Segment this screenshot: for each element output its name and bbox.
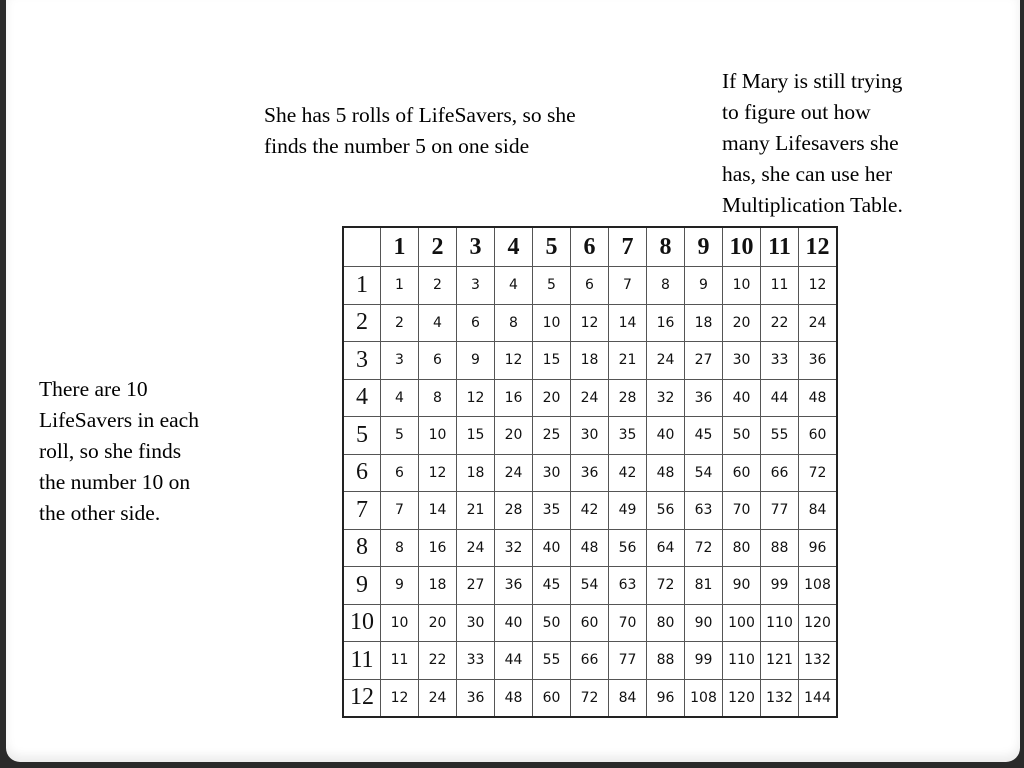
table-cell: 5 [533, 267, 571, 305]
table-cell: 4 [381, 379, 419, 417]
table-cell: 72 [647, 567, 685, 605]
slide [6, 0, 1020, 762]
table-cell: 20 [495, 417, 533, 455]
table-cell: 110 [723, 642, 761, 680]
table-row [343, 642, 837, 680]
table-cell: 60 [799, 417, 838, 455]
table-cell: 6 [381, 454, 419, 492]
table-cell: 22 [761, 304, 799, 342]
table-row [343, 679, 837, 717]
table-cell: 63 [609, 567, 647, 605]
row-header: 2 [343, 304, 381, 342]
table-cell: 99 [685, 642, 723, 680]
table-cell: 9 [381, 567, 419, 605]
table-cell: 66 [571, 642, 609, 680]
table-cell: 1 [381, 267, 419, 305]
table-cell: 40 [647, 417, 685, 455]
table-cell: 24 [571, 379, 609, 417]
table-cell: 10 [381, 604, 419, 642]
table-row [343, 267, 837, 305]
table-cell: 70 [609, 604, 647, 642]
table-cell: 32 [495, 529, 533, 567]
table-cell: 4 [419, 304, 457, 342]
table-row [343, 604, 837, 642]
table-cell: 10 [533, 304, 571, 342]
table-cell: 60 [723, 454, 761, 492]
table-cell: 27 [685, 342, 723, 380]
table-cell: 30 [533, 454, 571, 492]
table-cell: 15 [533, 342, 571, 380]
table-cell: 30 [457, 604, 495, 642]
table-cell: 15 [457, 417, 495, 455]
table-cell: 50 [723, 417, 761, 455]
table-cell: 60 [571, 604, 609, 642]
table-row [343, 342, 837, 380]
row-header: 1 [343, 267, 381, 305]
table-row [343, 567, 837, 605]
table-cell: 30 [723, 342, 761, 380]
table-cell: 60 [533, 679, 571, 717]
table-cell: 99 [761, 567, 799, 605]
table-cell: 132 [799, 642, 838, 680]
table-cell: 8 [647, 267, 685, 305]
table-cell: 4 [495, 267, 533, 305]
table-cell: 20 [419, 604, 457, 642]
table-cell: 55 [533, 642, 571, 680]
column-header: 3 [457, 227, 495, 267]
table-cell: 11 [761, 267, 799, 305]
row-header: 6 [343, 454, 381, 492]
table-header-row [343, 227, 837, 267]
table-cell: 5 [381, 417, 419, 455]
table-cell: 16 [647, 304, 685, 342]
table-cell: 80 [723, 529, 761, 567]
note-five-rolls: She has 5 rolls of LifeSavers, so she finds the number 5 on one side [264, 103, 576, 158]
table-cell: 18 [571, 342, 609, 380]
table-cell: 18 [419, 567, 457, 605]
table-cell: 90 [723, 567, 761, 605]
row-header: 12 [343, 679, 381, 717]
table-cell: 90 [685, 604, 723, 642]
table-cell: 77 [609, 642, 647, 680]
row-header: 9 [343, 567, 381, 605]
multiplication-table [342, 226, 838, 718]
table-cell: 121 [761, 642, 799, 680]
table-cell: 22 [419, 642, 457, 680]
table-cell: 108 [685, 679, 723, 717]
row-header: 4 [343, 379, 381, 417]
table-cell: 84 [799, 492, 838, 530]
table-cell: 120 [799, 604, 838, 642]
table-cell: 21 [457, 492, 495, 530]
table-cell: 72 [799, 454, 838, 492]
table-cell: 54 [571, 567, 609, 605]
table-cell: 30 [571, 417, 609, 455]
table-cell: 40 [723, 379, 761, 417]
table-cell: 36 [685, 379, 723, 417]
table-row [343, 492, 837, 530]
table-cell: 8 [381, 529, 419, 567]
table-cell: 48 [799, 379, 838, 417]
table-cell: 9 [685, 267, 723, 305]
table-cell: 80 [647, 604, 685, 642]
table-cell: 48 [571, 529, 609, 567]
table-cell: 54 [685, 454, 723, 492]
table-cell: 42 [571, 492, 609, 530]
table-cell: 144 [799, 679, 838, 717]
row-header: 5 [343, 417, 381, 455]
table-cell: 96 [647, 679, 685, 717]
table-cell: 9 [457, 342, 495, 380]
table-corner-cell [343, 227, 381, 267]
table-cell: 20 [533, 379, 571, 417]
table-cell: 3 [457, 267, 495, 305]
column-header: 12 [799, 227, 838, 267]
table-cell: 40 [495, 604, 533, 642]
table-cell: 50 [533, 604, 571, 642]
table-cell: 56 [647, 492, 685, 530]
table-cell: 36 [495, 567, 533, 605]
row-header: 10 [343, 604, 381, 642]
table-cell: 48 [647, 454, 685, 492]
table-cell: 108 [799, 567, 838, 605]
table-cell: 12 [495, 342, 533, 380]
table-cell: 35 [609, 417, 647, 455]
table-cell: 84 [609, 679, 647, 717]
table-cell: 8 [495, 304, 533, 342]
table-cell: 16 [495, 379, 533, 417]
table-cell: 48 [495, 679, 533, 717]
table-cell: 33 [761, 342, 799, 380]
table-cell: 36 [799, 342, 838, 380]
column-header: 5 [533, 227, 571, 267]
table-cell: 6 [571, 267, 609, 305]
table-cell: 2 [381, 304, 419, 342]
table-cell: 72 [571, 679, 609, 717]
table-cell: 66 [761, 454, 799, 492]
table-cell: 20 [723, 304, 761, 342]
column-header: 11 [761, 227, 799, 267]
table-row [343, 417, 837, 455]
table-cell: 81 [685, 567, 723, 605]
table-cell: 14 [609, 304, 647, 342]
table-cell: 14 [419, 492, 457, 530]
table-cell: 96 [799, 529, 838, 567]
table-cell: 70 [723, 492, 761, 530]
column-header: 1 [381, 227, 419, 267]
row-header: 3 [343, 342, 381, 380]
table-cell: 3 [381, 342, 419, 380]
column-header: 7 [609, 227, 647, 267]
column-header: 6 [571, 227, 609, 267]
table-cell: 24 [419, 679, 457, 717]
table-cell: 132 [761, 679, 799, 717]
table-cell: 72 [685, 529, 723, 567]
table-cell: 110 [761, 604, 799, 642]
table-cell: 100 [723, 604, 761, 642]
table-cell: 55 [761, 417, 799, 455]
table-cell: 12 [799, 267, 838, 305]
table-cell: 40 [533, 529, 571, 567]
table-cell: 7 [381, 492, 419, 530]
table-cell: 18 [457, 454, 495, 492]
table-cell: 33 [457, 642, 495, 680]
table-cell: 10 [419, 417, 457, 455]
note-ten-per-roll: There are 10 LifeSavers in each roll, so she finds the number 10 on the other side. [39, 377, 199, 525]
table-cell: 49 [609, 492, 647, 530]
table-cell: 88 [647, 642, 685, 680]
table-cell: 88 [761, 529, 799, 567]
table-cell: 36 [457, 679, 495, 717]
row-header: 7 [343, 492, 381, 530]
table-cell: 24 [799, 304, 838, 342]
table-cell: 10 [723, 267, 761, 305]
column-header: 10 [723, 227, 761, 267]
table-cell: 24 [495, 454, 533, 492]
table-cell: 12 [419, 454, 457, 492]
table-cell: 56 [609, 529, 647, 567]
table-cell: 28 [609, 379, 647, 417]
table-row [343, 454, 837, 492]
table-cell: 77 [761, 492, 799, 530]
table-cell: 120 [723, 679, 761, 717]
table-cell: 18 [685, 304, 723, 342]
table-cell: 12 [457, 379, 495, 417]
table-cell: 64 [647, 529, 685, 567]
note-mary-table: If Mary is still trying to figure out how many Lifesavers she has, she can use her Multiplication Table. [722, 69, 903, 217]
table-cell: 2 [419, 267, 457, 305]
table-cell: 12 [381, 679, 419, 717]
table-cell: 11 [381, 642, 419, 680]
column-header: 4 [495, 227, 533, 267]
row-header: 8 [343, 529, 381, 567]
column-header: 9 [685, 227, 723, 267]
table-cell: 28 [495, 492, 533, 530]
table-cell: 12 [571, 304, 609, 342]
table-cell: 7 [609, 267, 647, 305]
table-cell: 16 [419, 529, 457, 567]
table-cell: 24 [457, 529, 495, 567]
table-cell: 36 [571, 454, 609, 492]
table-cell: 25 [533, 417, 571, 455]
table-cell: 6 [457, 304, 495, 342]
table-cell: 45 [533, 567, 571, 605]
column-header: 2 [419, 227, 457, 267]
table-cell: 42 [609, 454, 647, 492]
table-cell: 44 [495, 642, 533, 680]
table-cell: 27 [457, 567, 495, 605]
table-cell: 63 [685, 492, 723, 530]
table-cell: 44 [761, 379, 799, 417]
table-cell: 21 [609, 342, 647, 380]
table-cell: 32 [647, 379, 685, 417]
row-header: 11 [343, 642, 381, 680]
table-cell: 8 [419, 379, 457, 417]
table-cell: 45 [685, 417, 723, 455]
table-row [343, 529, 837, 567]
column-header: 8 [647, 227, 685, 267]
table-row [343, 304, 837, 342]
table-cell: 6 [419, 342, 457, 380]
table-row [343, 379, 837, 417]
table-cell: 35 [533, 492, 571, 530]
table-cell: 24 [647, 342, 685, 380]
